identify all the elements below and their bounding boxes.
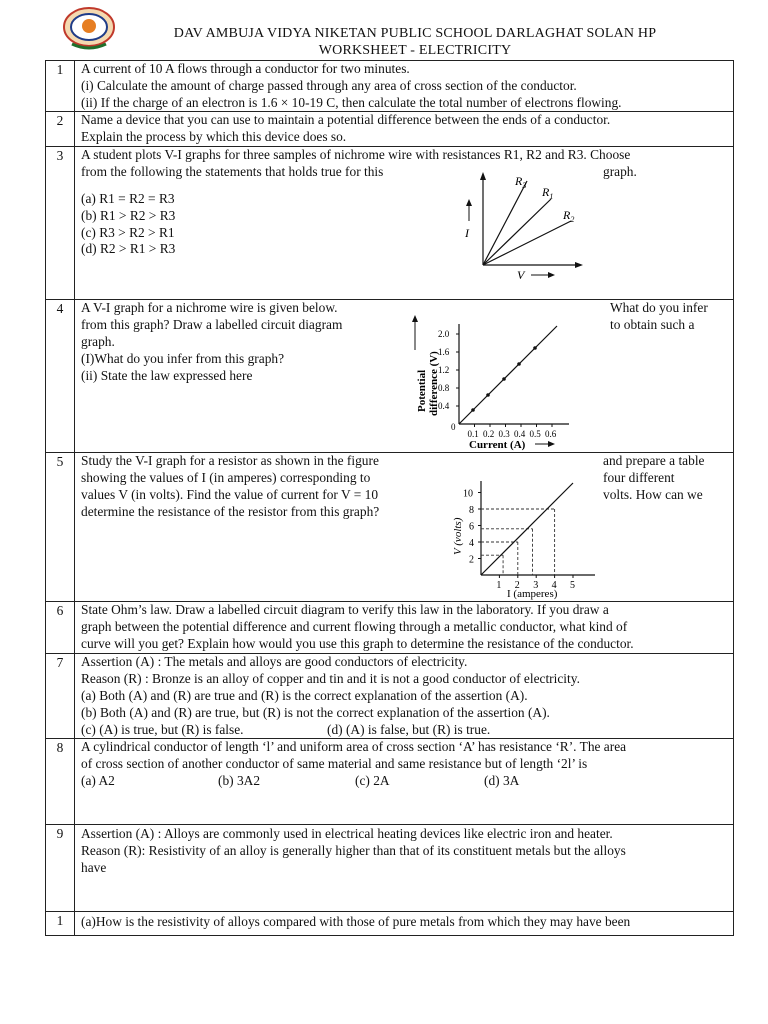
y-axis-label: V (volts)	[452, 518, 464, 556]
x-axis-label: I (amperes)	[507, 588, 558, 601]
y-tick-label: 10	[463, 488, 473, 500]
text-line: from the following the statements that holds true for this	[81, 164, 384, 180]
text-line: four different	[603, 470, 675, 486]
question-text	[75, 147, 734, 300]
origin-label: 0	[451, 422, 456, 433]
tick-group	[463, 489, 575, 592]
question-number: 3	[46, 147, 75, 300]
y-tick-label: 2.0	[438, 329, 450, 340]
y-tick-label: 8	[469, 505, 474, 517]
question-row	[46, 739, 734, 825]
question-row	[46, 825, 734, 912]
question-text	[75, 912, 734, 936]
text-line: values V (in volts). Find the value of current for V = 10	[81, 486, 379, 502]
line-r3	[483, 181, 527, 265]
question-number: 5	[46, 453, 75, 602]
x-tick-label: 0.4	[514, 429, 526, 440]
text-line: Assertion (A) : The metals and alloys are good conductors of electricity.	[81, 654, 468, 670]
x-tick-label: 0.6	[545, 429, 557, 440]
x-tick-label: 0.2	[483, 429, 495, 440]
question-text	[75, 602, 734, 654]
x-tick-label: 0.1	[467, 429, 479, 440]
line-r2	[483, 221, 571, 265]
vi-graph-nichrome	[397, 312, 577, 452]
option-a: (a) R1 = R2 = R3	[81, 190, 175, 206]
option-d: (d) (A) is false, but (R) is true.	[327, 721, 491, 737]
option-b: (b) Both (A) and (R) are true, but (R) is not the correct explanation of the assertion (A).	[81, 704, 550, 720]
worksheet-title: WORKSHEET - ELECTRICITY	[318, 43, 512, 58]
x-axis-label: Current (A)	[469, 439, 526, 452]
options-row	[81, 773, 727, 790]
question-row	[46, 453, 734, 602]
option-d: (d) R2 > R1 > R3	[81, 241, 176, 257]
option-d: (d) 3A	[484, 772, 520, 788]
text-line: curve will you get? Explain how would you use this graph to determine the resistance of the conductor.	[81, 635, 634, 651]
question-text	[75, 825, 734, 912]
question-row	[46, 912, 734, 936]
question-number: 1	[46, 61, 75, 112]
text-line: showing the values of I (in amperes) corresponding to	[81, 470, 371, 486]
option-c: (c) 2A	[355, 772, 390, 788]
y-tick-label: 0.8	[438, 383, 450, 394]
text-line: graph.	[81, 333, 115, 349]
x-axis-arrow	[575, 262, 583, 268]
option-b: (b) 3A2	[218, 772, 261, 788]
text-line: (a)How is the resistivity of alloys compared with those of pure metals from which they may have been	[81, 914, 631, 930]
label-r3: $R_3$	[515, 174, 527, 191]
question-text	[75, 453, 734, 602]
y-tick-label: 6	[469, 521, 474, 533]
x-tick-label: 5	[570, 580, 575, 592]
vi-graph-three-resistors	[459, 169, 589, 279]
x-axis-label: V	[517, 268, 525, 280]
v-arrow-head	[548, 272, 555, 278]
text-line: Study the V-I graph for a resistor as shown in the figure	[81, 453, 379, 469]
text-line: (i) Calculate the amount of charge passed through any area of cross section of the conductor.	[81, 77, 577, 93]
option-c: (c) (A) is true, but (R) is false.	[81, 721, 244, 737]
question-row	[46, 112, 734, 147]
option-a: (a) Both (A) and (R) are true and (R) is the correct explanation of the assertion (A).	[81, 687, 528, 703]
vi-graph-resistor	[445, 475, 605, 601]
question-text	[75, 739, 734, 825]
y-tick-label: 4	[469, 538, 474, 550]
text-line: Reason (R): Resistivity of an alloy is generally higher than that of its constituent metals but the alloys	[81, 843, 626, 859]
question-row	[46, 147, 734, 300]
question-number: 6	[46, 602, 75, 654]
text-line: A cylindrical conductor of length ‘l’ and uniform area of cross section ‘A’ has resistance ‘R’. The area	[81, 739, 627, 755]
question-number: 7	[46, 654, 75, 739]
data-point	[486, 394, 490, 398]
question-number: 2	[46, 112, 75, 147]
y-tick-label: 1.2	[438, 365, 450, 376]
data-point	[502, 378, 506, 382]
i-arrow-head	[466, 199, 472, 206]
label-r2: $R_2$	[563, 208, 575, 225]
line-r1	[483, 199, 551, 265]
y-tick-label: 0.4	[438, 401, 450, 412]
text-line: Explain the process by which this device does so.	[81, 129, 347, 145]
question-text	[75, 61, 734, 112]
text-line: to obtain such a	[610, 317, 695, 333]
text-line: A student plots V-I graphs for three samples of nichrome wire with resistances R1, R2 and R3. Choose	[81, 147, 631, 163]
y-tick-label: 2	[469, 554, 474, 566]
question-number: 1	[46, 912, 75, 936]
option-b: (b) R1 > R2 > R3	[81, 207, 176, 223]
y-axis-label: I	[465, 226, 469, 241]
y-axis-arrow	[480, 172, 486, 180]
text-line: from this graph? Draw a labelled circuit diagram	[81, 317, 343, 333]
x-tick-label: 3	[533, 580, 539, 592]
question-number: 8	[46, 739, 75, 825]
text-line: of cross section of another conductor of same material and same resistance but of length ‘2l’ is	[81, 756, 588, 772]
x-tick-label: 2	[514, 580, 520, 592]
options-cd	[81, 722, 727, 739]
data-point	[471, 409, 475, 413]
question-row	[46, 654, 734, 739]
text-line: have	[81, 859, 107, 875]
text-line: What do you infer	[610, 300, 708, 316]
question-text	[75, 300, 734, 453]
text-line: (ii) If the charge of an electron is 1.6 × 10-19 C, then calculate the total number of electrons flowing.	[81, 94, 622, 110]
x-tick-label: 0.3	[498, 429, 510, 440]
text-line: volts. How can we	[603, 487, 703, 503]
text-line: A current of 10 A flows through a conductor for two minutes.	[81, 61, 410, 76]
text-line: determine the resistance of the resistor from this graph?	[81, 503, 380, 519]
text-line: and prepare a table	[603, 453, 705, 469]
y-arrow-head	[412, 315, 418, 322]
text-line: State Ohm’s law. Draw a labelled circuit diagram to verify this law in the laboratory. If you draw a	[81, 602, 609, 618]
question-number: 4	[46, 300, 75, 453]
y-tick-label: 1.6	[438, 347, 450, 358]
question-text	[75, 112, 734, 147]
question-row	[46, 300, 734, 453]
question-table	[45, 60, 734, 936]
text-line: A V-I graph for a nichrome wire is given below.	[81, 300, 338, 316]
option-a: (a) A2	[81, 772, 115, 788]
label-r1: $R_1$	[542, 185, 554, 202]
text-line: graph.	[603, 164, 637, 180]
question-text	[75, 654, 734, 739]
question-number: 9	[46, 825, 75, 912]
data-point	[517, 363, 521, 367]
school-name: DAV AMBUJA VIDYA NIKETAN PUBLIC SCHOOL DARLAGHAT SOLAN HP	[173, 26, 657, 41]
text-line: (ii) State the law expressed here	[81, 367, 253, 383]
question-row	[46, 61, 734, 112]
x-arrow-head	[548, 441, 555, 447]
x-tick-label: 1	[496, 580, 502, 592]
data-line	[481, 483, 573, 575]
text-line: (I)What do you infer from this graph?	[81, 350, 285, 366]
y-axis-label: difference (V)	[428, 351, 440, 417]
y-axis-label: Potential	[416, 370, 428, 413]
tick-group	[438, 329, 557, 439]
x-tick-label: 4	[551, 580, 557, 592]
text-line: Reason (R) : Bronze is an alloy of copper and tin and it is not a good conductor of electricity.	[81, 671, 580, 687]
text-line: Assertion (A) : Alloys are commonly used in electrical heating devices like electric iron and heater.	[81, 826, 613, 842]
text-line: Name a device that you can use to maintain a potential difference between the ends of a conductor.	[81, 112, 611, 128]
data-point	[533, 347, 537, 351]
x-tick-label: 0.5	[529, 429, 541, 440]
text-line: graph between the potential difference and current flowing through a metallic conductor, what kind of	[81, 619, 628, 635]
option-c: (c) R3 > R2 > R1	[81, 224, 175, 240]
question-row	[46, 602, 734, 654]
